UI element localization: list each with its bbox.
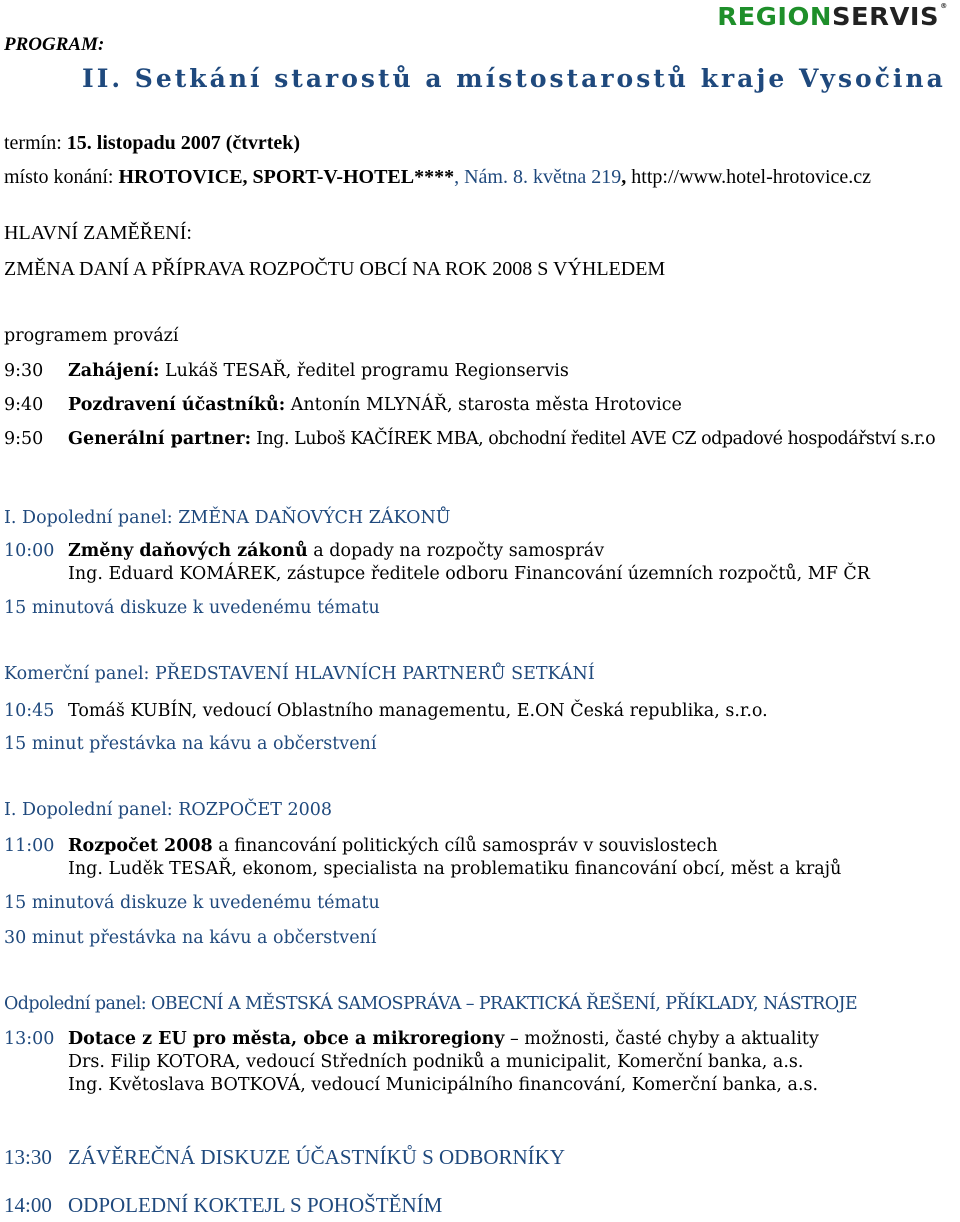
schedule-row xyxy=(4,541,604,561)
schedule-detail: Ing. Luboš KAČÍREK MBA, obchodní ředitel AVE CZ odpadové hospodářství s.r.o xyxy=(251,429,936,449)
logo-trademark: ® xyxy=(940,2,948,10)
panel1-speaker: Ing. Eduard KOMÁREK, zástupce ředitele odboru Financování územních rozpočtů, MF ČR xyxy=(68,564,870,584)
logo-part-region: REGION xyxy=(717,2,833,31)
place-address: , Nám. 8. května 219 xyxy=(454,166,622,188)
schedule-time: 9:50 xyxy=(4,429,44,449)
place-url-link[interactable]: http://www.hotel-hrotovice.cz xyxy=(631,166,872,188)
focus-value: ZMĚNA DANÍ A PŘÍPRAVA ROZPOČTU OBCÍ NA ROK 2008 S VÝHLEDEM xyxy=(4,258,666,280)
date-line xyxy=(4,132,300,155)
panel2-speaker: Ing. Luděk TESAŘ, ekonom, specialista na problematiku financování obcí, měst a krajů xyxy=(68,859,842,879)
panel3-heading: Odpolední panel: OBECNÍ A MĚSTSKÁ SAMOSPRÁVA – PRAKTICKÁ ŘEŠENÍ, PŘÍKLADY, NÁSTROJE xyxy=(4,994,858,1014)
schedule-title: Pozdravení účastníků: xyxy=(68,395,286,415)
schedule-detail: Antonín MLYNÁŘ, starosta města Hrotovice xyxy=(285,395,682,415)
schedule-detail: a dopady na rozpočty samospráv xyxy=(307,541,605,561)
program-label: PROGRAM: xyxy=(4,34,105,55)
schedule-row xyxy=(4,429,935,449)
focus-label: HLAVNÍ ZAMĚŘENÍ: xyxy=(4,222,192,244)
schedule-row xyxy=(4,1193,442,1218)
panel3-speaker-1: Drs. Filip KOTORA, vedoucí Středních podniků a municipalit, Komerční banka, a.s. xyxy=(68,1052,804,1072)
logo-part-servis: SERVIS xyxy=(832,2,940,31)
schedule-time: 14:00 xyxy=(4,1193,52,1217)
schedule-title: Rozpočet 2008 xyxy=(68,836,213,856)
panel3-speaker-2: Ing. Květoslava BOTKOVÁ, vedoucí Municipálního financování, Komerční banka, a.s. xyxy=(68,1075,819,1095)
commercial-heading: Komerční panel: PŘEDSTAVENÍ HLAVNÍCH PARTNERŮ SETKÁNÍ xyxy=(4,664,595,684)
schedule-time: 13:30 xyxy=(4,1145,52,1169)
schedule-title: Zahájení: xyxy=(68,361,160,381)
schedule-row xyxy=(4,1145,565,1170)
schedule-time: 13:00 xyxy=(4,1029,55,1049)
place-line xyxy=(4,166,871,189)
panel2-discussion: 15 minutová diskuze k uvedenému tématu xyxy=(4,893,380,913)
schedule-row xyxy=(4,836,718,856)
schedule-time: 11:00 xyxy=(4,836,55,856)
schedule-detail: Tomáš KUBÍN, vedoucí Oblastního managementu, E.ON Česká republika, s.r.o. xyxy=(68,701,768,721)
host-line: programem provází xyxy=(4,326,179,346)
schedule-time: 9:30 xyxy=(4,361,44,381)
panel2-heading: I. Dopolední panel: ROZPOČET 2008 xyxy=(4,800,332,820)
schedule-time: 10:45 xyxy=(4,701,55,721)
schedule-detail: ZÁVĚREČNÁ DISKUZE ÚČASTNÍKŮ S ODBORNÍKY xyxy=(68,1145,565,1169)
schedule-detail: Lukáš TESAŘ, ředitel programu Regionservis xyxy=(159,361,569,381)
schedule-row xyxy=(4,1029,819,1049)
schedule-time: 9:40 xyxy=(4,395,44,415)
schedule-time: 10:00 xyxy=(4,541,55,561)
schedule-detail: a financování politických cílů samospráv v souvislostech xyxy=(212,836,718,856)
schedule-title: Generální partner: xyxy=(68,429,252,449)
page-title: II. Setkání starostů a místostarostů kraje Vysočina xyxy=(82,64,946,93)
commercial-break: 15 minut přestávka na kávu a občerstvení xyxy=(4,734,377,754)
panel1-discussion: 15 minutová diskuze k uvedenému tématu xyxy=(4,598,380,618)
place-value: HROTOVICE, SPORT-V-HOTEL**** xyxy=(118,166,455,188)
schedule-detail: – možnosti, časté chyby a aktuality xyxy=(504,1029,819,1049)
schedule-title: Dotace z EU pro města, obce a mikroregiony xyxy=(68,1029,505,1049)
place-label: místo konání: xyxy=(4,166,119,188)
schedule-row xyxy=(4,395,682,415)
place-url-sep: , xyxy=(621,166,632,188)
regionservis-logo xyxy=(717,2,948,31)
schedule-row xyxy=(4,701,768,721)
schedule-title: Změny daňových zákonů xyxy=(68,541,308,561)
schedule-detail: ODPOLEDNÍ KOKTEJL S POHOŠTĚNÍM xyxy=(68,1193,443,1217)
panel1-heading: I. Dopolední panel: ZMĚNA DAŇOVÝCH ZÁKONŮ xyxy=(4,508,451,528)
panel2-break: 30 minut přestávka na kávu a občerstvení xyxy=(4,928,377,948)
date-label: termín: xyxy=(4,132,67,154)
schedule-row xyxy=(4,361,569,381)
date-value: 15. listopadu 2007 (čtvrtek) xyxy=(66,132,301,154)
